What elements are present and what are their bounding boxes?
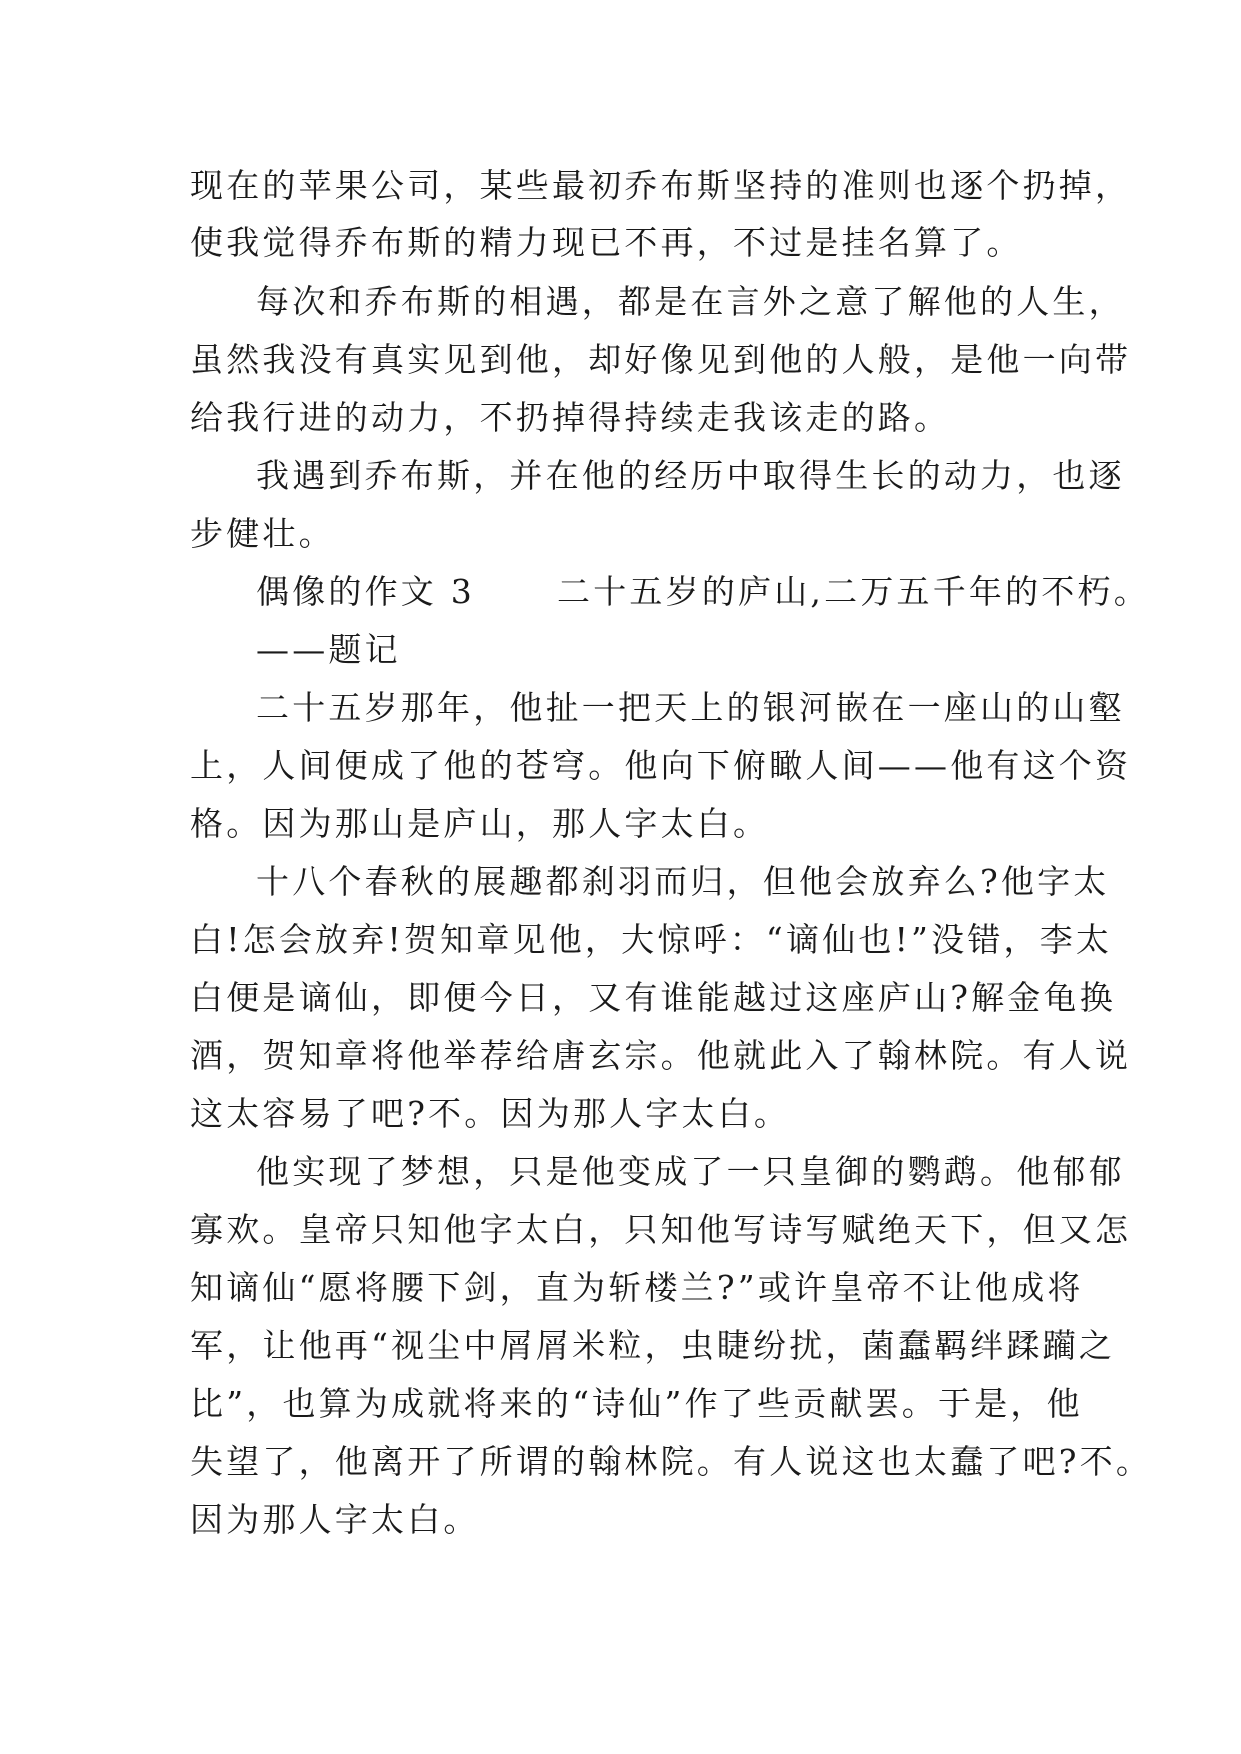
- text-line: 酒，贺知章将他举荐给唐玄宗。他就此入了翰林院。有人说: [190, 1036, 1132, 1075]
- text-line: 我遇到乔布斯，并在他的经历中取得生长的动力，也逐: [256, 456, 1125, 495]
- text-line: 失望了，他离开了所谓的翰林院。有人说这也太蠢了吧?不。: [190, 1442, 1153, 1481]
- text-line: 因为那人字太白。: [190, 1500, 480, 1539]
- text-line: 虽然我没有真实见到他，却好像见到他的人般，是他一向带: [190, 340, 1132, 379]
- text-line: 格。因为那山是庐山，那人字太白。: [190, 804, 770, 843]
- text-line: 寡欢。皇帝只知他字太白，只知他写诗写赋绝天下，但又怎: [190, 1210, 1132, 1249]
- text-line: 每次和乔布斯的相遇，都是在言外之意了解他的人生，: [256, 282, 1125, 321]
- text-line: 十八个春秋的展趣都刹羽而归，但他会放弃么?他字太: [256, 862, 1110, 901]
- text-line: 现在的苹果公司，某些最初乔布斯坚持的准则也逐个扔掉，: [190, 166, 1132, 205]
- text-line: 军，让他再“视尘中屑屑米粒，虫睫纷扰，菌蠢羁绊蹂躏之: [190, 1326, 1116, 1365]
- section-heading: 偶像的作文 3 二十五岁的庐山,二万五千年的不朽。: [256, 572, 1150, 611]
- text-line: 比”，也算为成就将来的“诗仙”作了些贡献罢。于是，他: [190, 1384, 1083, 1423]
- text-line: 白便是谪仙，即便今日，又有谁能越过这座庐山?解金龟换: [190, 978, 1116, 1017]
- text-line: 上，人间便成了他的苍穹。他向下俯瞰人间——他有这个资: [190, 746, 1132, 785]
- epigraph-attribution: ——题记: [256, 630, 401, 669]
- text-line: 二十五岁那年，他扯一把天上的银河嵌在一座山的山壑: [256, 688, 1125, 727]
- text-line: 使我觉得乔布斯的精力现已不再，不过是挂名算了。: [190, 223, 1023, 262]
- text-line: 白!怎会放弃!贺知章见他，大惊呼：“谪仙也!”没错，李太: [190, 920, 1113, 959]
- text-line: 给我行进的动力，不扔掉得持续走我该走的路。: [190, 398, 951, 437]
- text-line: 他实现了梦想，只是他变成了一只皇御的鹦鹉。他郁郁: [256, 1152, 1125, 1191]
- text-line: 这太容易了吧?不。因为那人字太白。: [190, 1094, 791, 1133]
- text-line: 知谪仙“愿将腰下剑，直为斩楼兰?”或许皇帝不让他成将: [190, 1268, 1084, 1307]
- text-line: 步健壮。: [190, 514, 335, 553]
